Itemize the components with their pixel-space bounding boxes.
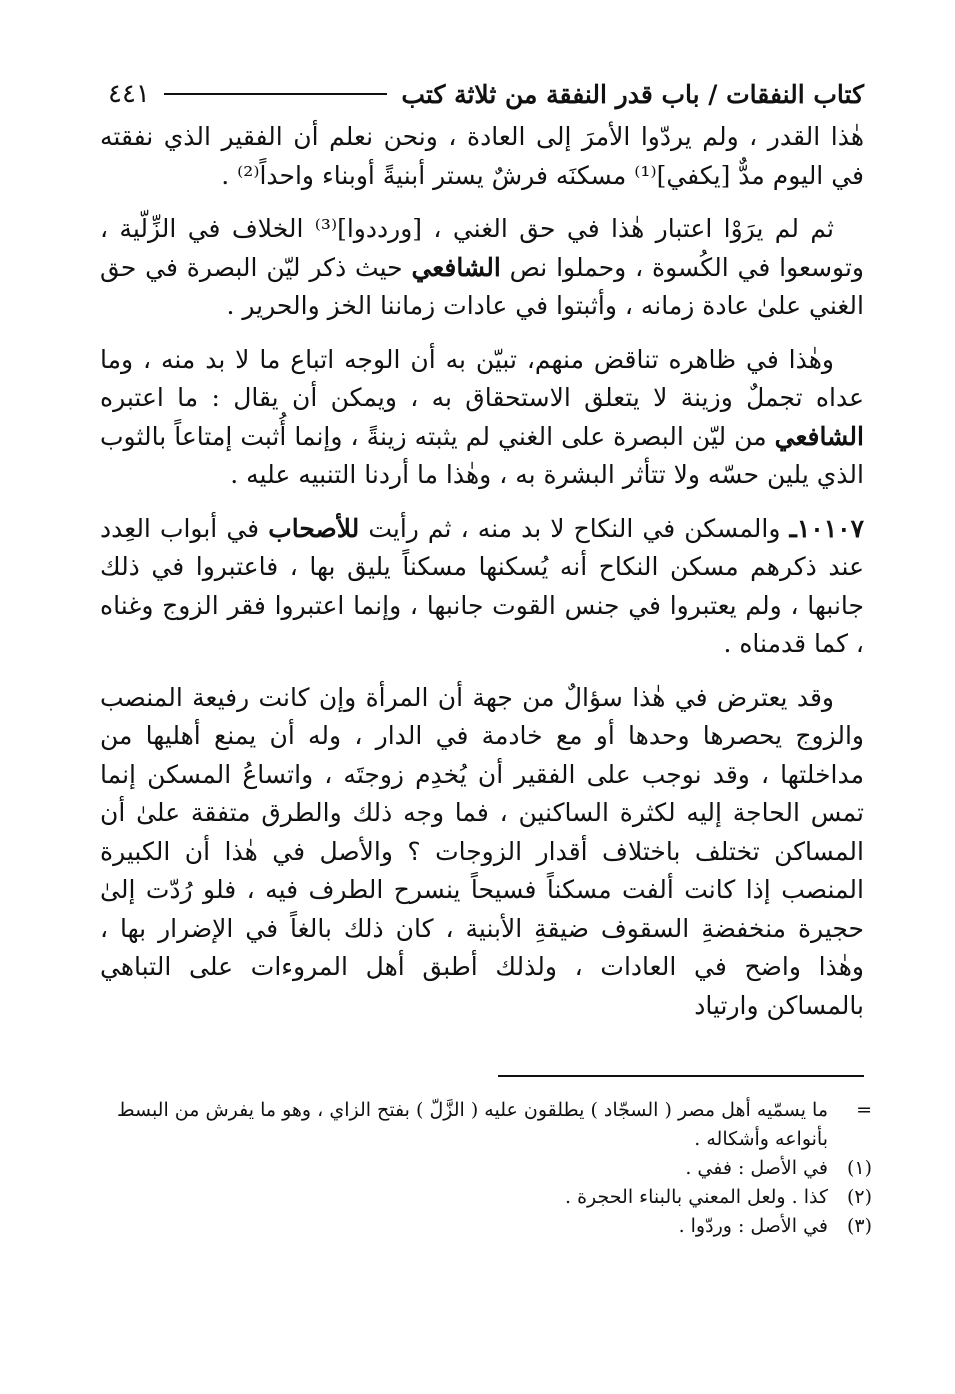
paragraph-4-text-b: في أبواب العِدد عند ذكرهم مسكن النكاح أنه يُسكنها مسكناً يليق بها ، فاعتبروا في ذلك جانبها ، ولم يعتبروا في جنس القوت جانبها ، وإنما اعتبروا فقر الزوج وغناه ، كما قدمناه .: [100, 513, 864, 658]
paragraph-1-text: هٰذا القدر ، ولم يردّوا الأمرَ إلى العادة ، ونحن نعلم أن الفقير الذي نفقته في اليوم مدٌّ [يكفي]⁽¹⁾ مسكنَه فرشٌ يستر أبنيةً أوبناء واحداً⁽²⁾ .: [100, 122, 864, 190]
main-text: [100, 118, 864, 1040]
paragraph-3-text-b: من ليّن البصرة على الغني لم يثبته زينةً ، وإنما أُثبت إمتاعاً بالثوب الذي يلين حسّه ولا تتأثر البشرة به ، وهٰذا ما أردنا التنبيه عليه .: [100, 421, 864, 489]
paragraph-2-text-b: حيث ذكر ليّن البصرة في حق الغني علىٰ عادة زمانه ، وأثبتوا في عادات زماننا الخز والحرير .: [100, 252, 864, 320]
footnote-3: [98, 1212, 872, 1241]
paragraph-3: [100, 341, 864, 495]
header-title: كتاب النفقات / باب قدر النفقة من ثلاثة كتب: [401, 79, 864, 109]
paragraph-5-text: وقد يعترض في هٰذا سؤالٌ من جهة أن المرأة وإن كانت رفيعة المنصب والزوج يحصرها وحدها أو مع خادمة في الدار ، وله أن يمنع أهليها من مداخلتها ، وقد نوجب على الفقير أن يُخدِم زوجتَه ، واتساعُ المسكن إنما تمس الحاجة إليه لكثرة الساكنين ، فما وجه ذلك والطرق متفقة علىٰ أن المساكن تختلف باختلاف أقدار الزوجات ؟ والأصل في هٰذا أن الكبيرة المنصب إذا كانت ألفت مسكناً فسيحاً ينسرح الطرف فيه ، فلو رُدّت إلىٰ حجيرة منخفضةِ السقوف ضيقةِ الأبنية ، كان ذلك بالغاً في الإضرار بها ، وهٰذا واضح في العادات ، ولذلك أطبق أهل المروءات على التباهي بالمساكن وارتياد: [100, 682, 864, 1020]
paragraph-2: [100, 210, 864, 326]
footnote-3-text: في الأصل : وردّوا .: [678, 1215, 828, 1237]
footnote-continued: [98, 1096, 872, 1154]
paragraph-1: [100, 118, 864, 195]
footnote-1-text: في الأصل : ففي .: [685, 1157, 828, 1179]
paragraph-3-text-a: وهٰذا في ظاهره تناقض منهم، تبيّن به أن الوجه اتباع ما لا بد منه ، وما عداه تجملٌ وزينة لا يتعلق الاستحقاق به ، ويمكن أن يقال : ما اعتبره: [100, 344, 864, 412]
header-rule: [164, 93, 387, 95]
page-number: ٤٤١: [108, 79, 150, 109]
paragraph-4-text-a: والمسكن في النكاح لا بد منه ، ثم رأيت: [359, 513, 790, 543]
running-header: [108, 74, 864, 114]
footnote-3-marker: (٣): [846, 1215, 872, 1237]
footnote-2-text: كذا . ولعل المعني بالبناء الحجرة .: [564, 1186, 828, 1208]
paragraph-4: [100, 510, 864, 664]
footnote-2-marker: (٢): [846, 1186, 872, 1208]
footnotes: [98, 1096, 872, 1241]
footnote-continued-text: ما يسمّيه أهل مصر ( السجّاد ) يطلقون عليه ( الزَّلّ ) بفتح الزاي ، وهو ما يفرش من البسط بأنواعه وأشكاله .: [116, 1099, 828, 1150]
paragraph-4-bold: للأصحاب: [268, 513, 360, 543]
footnote-1-marker: (١): [846, 1157, 872, 1179]
section-number: ١٠١٠٧ـ: [789, 513, 864, 543]
footnote-2: [98, 1183, 872, 1212]
paragraph-3-bold: الشافعي: [774, 421, 864, 451]
footnote-1: [98, 1154, 872, 1183]
footnote-separator: [498, 1075, 864, 1077]
paragraph-5: [100, 679, 864, 1026]
footnote-continued-marker: =: [856, 1099, 872, 1121]
paragraph-2-bold: الشافعي: [411, 252, 501, 282]
paragraph-2-text-a: ثم لم يرَوْا اعتبار هٰذا في حق الغني ، [ورددوا]⁽³⁾ الخلاف في الزِّلّية ، وتوسعوا في الكُسوة ، وحملوا نص: [100, 214, 864, 282]
